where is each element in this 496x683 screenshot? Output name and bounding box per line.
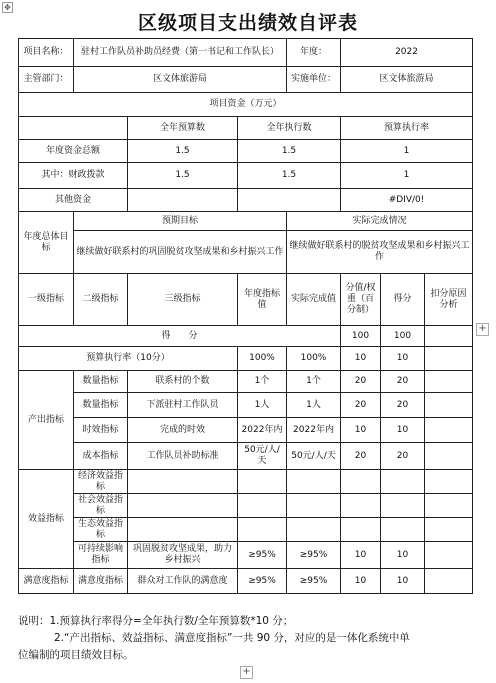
lvl3-header: 三级指标 xyxy=(128,274,238,326)
satisfaction-label: 满意度指标 xyxy=(19,569,74,594)
table-row xyxy=(19,39,473,67)
weight-cell: 10 xyxy=(341,569,381,594)
lvl3-cell: 完成的时效 xyxy=(128,418,238,443)
year-value: 2022 xyxy=(341,39,473,67)
project-name-value: 驻村工作队员补助员经费（第一书记和工作队长） xyxy=(74,39,287,67)
lvl2-cell: 满意度指标 xyxy=(74,569,128,594)
evaluation-table xyxy=(18,38,473,594)
table-row xyxy=(19,274,473,326)
table-row xyxy=(19,443,473,470)
score-total-weight: 100 xyxy=(341,326,381,347)
actual-cell xyxy=(287,494,341,518)
actual-cell: ≥95% xyxy=(287,542,341,569)
col-exec-header: 全年执行数 xyxy=(238,117,341,140)
score-cell xyxy=(381,494,425,518)
target-cell: 1个 xyxy=(238,371,287,393)
dept-value: 区文体旅游局 xyxy=(74,67,287,93)
reason-header: 扣分原因分析 xyxy=(425,274,473,326)
page-title: 区级项目支出绩效自评表 xyxy=(137,12,358,34)
funds-exec: 1.5 xyxy=(238,140,341,163)
actual-goal-header: 实际完成情况 xyxy=(287,212,473,231)
table-row xyxy=(19,140,473,163)
score-cell: 10 xyxy=(381,542,425,569)
funds-row-label: 其中：财政拨款 xyxy=(19,163,128,189)
weight-cell xyxy=(341,518,381,542)
weight-cell: 20 xyxy=(341,443,381,470)
funds-budget: 1.5 xyxy=(128,163,238,189)
funds-rate: #DIV/0! xyxy=(341,189,473,212)
actual-goal-text: 继续做好联系村的脱贫攻坚成果和乡村振兴工作 xyxy=(287,231,473,274)
funds-row-label: 其他资金 xyxy=(19,189,128,212)
expected-goal-text: 继续做好联系村的巩固脱贫攻坚成果和乡村振兴工作 xyxy=(74,231,287,274)
add-column-button[interactable]: + xyxy=(476,323,489,336)
weight-header: 分值/权重（百分制） xyxy=(341,274,381,326)
lvl3-cell xyxy=(128,494,238,518)
score-cell xyxy=(381,518,425,542)
budget-exec-label: 预算执行率（10分） xyxy=(19,347,238,371)
project-name-label: 项目名称： xyxy=(19,39,74,67)
actual-cell xyxy=(287,470,341,494)
lvl2-cell: 生态效益指标 xyxy=(74,518,128,542)
lvl3-cell: 群众对工作队的满意度 xyxy=(128,569,238,594)
dept-label: 主管部门： xyxy=(19,67,74,93)
lvl2-cell: 数量指标 xyxy=(74,393,128,418)
actual-cell: 50元/人/天 xyxy=(287,443,341,470)
score-cell: 20 xyxy=(381,393,425,418)
table-row xyxy=(19,67,473,93)
note-line-2: 2.“产出指标、效益指标、满意度指标”一共 90 分，对应的是一体化系统中单 xyxy=(54,632,410,644)
impl-label: 实施单位： xyxy=(287,67,341,93)
weight-cell: 10 xyxy=(341,542,381,569)
score-cell xyxy=(381,470,425,494)
table-row xyxy=(19,494,473,518)
output-label: 产出指标 xyxy=(19,371,74,470)
note-line-3: 位编制的项目绩效目标。 xyxy=(18,649,134,661)
table-row xyxy=(19,117,473,140)
table-row xyxy=(19,231,473,274)
note-line-1: 说明：1.预算执行率得分=全年执行数/全年预算数*10 分； xyxy=(18,615,294,627)
lvl2-cell: 成本指标 xyxy=(74,443,128,470)
table-row xyxy=(19,518,473,542)
lvl3-cell: 巩固脱贫攻坚成果，助力乡村振兴 xyxy=(128,542,238,569)
year-label: 年度： xyxy=(287,39,341,67)
table-row xyxy=(19,93,473,117)
expected-goal-header: 预期目标 xyxy=(74,212,287,231)
actual-cell: 1个 xyxy=(287,371,341,393)
table-row xyxy=(19,163,473,189)
target-cell xyxy=(238,494,287,518)
lvl3-cell xyxy=(128,518,238,542)
target-cell xyxy=(238,518,287,542)
table-row xyxy=(19,569,473,594)
score-cell: 20 xyxy=(381,371,425,393)
col-rate-header: 预算执行率 xyxy=(341,117,473,140)
lvl2-cell: 数量指标 xyxy=(74,371,128,393)
table-row xyxy=(19,470,473,494)
lvl2-cell: 经济效益指标 xyxy=(74,470,128,494)
score-header: 得分 xyxy=(381,274,425,326)
table-row xyxy=(19,326,473,347)
target-cell: 50元/人/天 xyxy=(238,443,287,470)
target-cell: ≥95% xyxy=(238,569,287,594)
weight-cell xyxy=(341,470,381,494)
funds-row-label: 年度资金总额 xyxy=(19,140,128,163)
score-total-label: 得 分 xyxy=(19,326,341,347)
impl-value: 区文体旅游局 xyxy=(341,67,473,93)
weight-cell: 20 xyxy=(341,371,381,393)
lvl2-cell: 时效指标 xyxy=(74,418,128,443)
lvl2-cell: 社会效益指标 xyxy=(74,494,128,518)
score-total-score: 100 xyxy=(381,326,425,347)
actual-cell xyxy=(287,518,341,542)
actual-cell: ≥95% xyxy=(287,569,341,594)
lvl3-cell: 联系村的个数 xyxy=(128,371,238,393)
score-cell: 10 xyxy=(381,569,425,594)
col-budget-header: 全年预算数 xyxy=(128,117,238,140)
funds-exec xyxy=(238,189,341,212)
weight-cell: 10 xyxy=(341,418,381,443)
funds-rate: 1 xyxy=(341,163,473,189)
table-row xyxy=(19,418,473,443)
weight-cell: 20 xyxy=(341,393,381,418)
target-header: 年度指标值 xyxy=(238,274,287,326)
lvl2-header: 二级指标 xyxy=(74,274,128,326)
lvl3-cell: 工作队员补助标准 xyxy=(128,443,238,470)
add-row-button[interactable]: + xyxy=(240,666,253,679)
lvl3-cell: 下派驻村工作队员 xyxy=(128,393,238,418)
budget-exec-score: 10 xyxy=(381,347,425,371)
lvl1-header: 一级指标 xyxy=(19,274,74,326)
funds-section-label: 项目资金（万元） xyxy=(19,93,473,117)
score-cell: 20 xyxy=(381,443,425,470)
table-row xyxy=(19,347,473,371)
target-cell xyxy=(238,470,287,494)
lvl3-cell xyxy=(128,470,238,494)
target-cell: 1人 xyxy=(238,393,287,418)
table-row xyxy=(19,212,473,231)
benefit-label: 效益指标 xyxy=(19,470,74,569)
budget-exec-actual: 100% xyxy=(287,347,341,371)
goals-label: 年度总体目标 xyxy=(19,212,74,274)
budget-exec-target: 100% xyxy=(238,347,287,371)
notes xyxy=(18,613,478,664)
table-row xyxy=(19,393,473,418)
funds-exec: 1.5 xyxy=(238,163,341,189)
lvl2-cell: 可持续影响指标 xyxy=(74,542,128,569)
table-row xyxy=(19,371,473,393)
table-row xyxy=(19,542,473,569)
actual-cell: 2022年内 xyxy=(287,418,341,443)
actual-header: 实际完成值 xyxy=(287,274,341,326)
target-cell: ≥95% xyxy=(238,542,287,569)
table-move-handle[interactable]: ✥ xyxy=(2,2,13,13)
weight-cell xyxy=(341,494,381,518)
score-cell: 10 xyxy=(381,418,425,443)
funds-budget xyxy=(128,189,238,212)
actual-cell: 1人 xyxy=(287,393,341,418)
target-cell: 2022年内 xyxy=(238,418,287,443)
budget-exec-weight: 10 xyxy=(341,347,381,371)
funds-budget: 1.5 xyxy=(128,140,238,163)
table-row xyxy=(19,189,473,212)
funds-rate: 1 xyxy=(341,140,473,163)
